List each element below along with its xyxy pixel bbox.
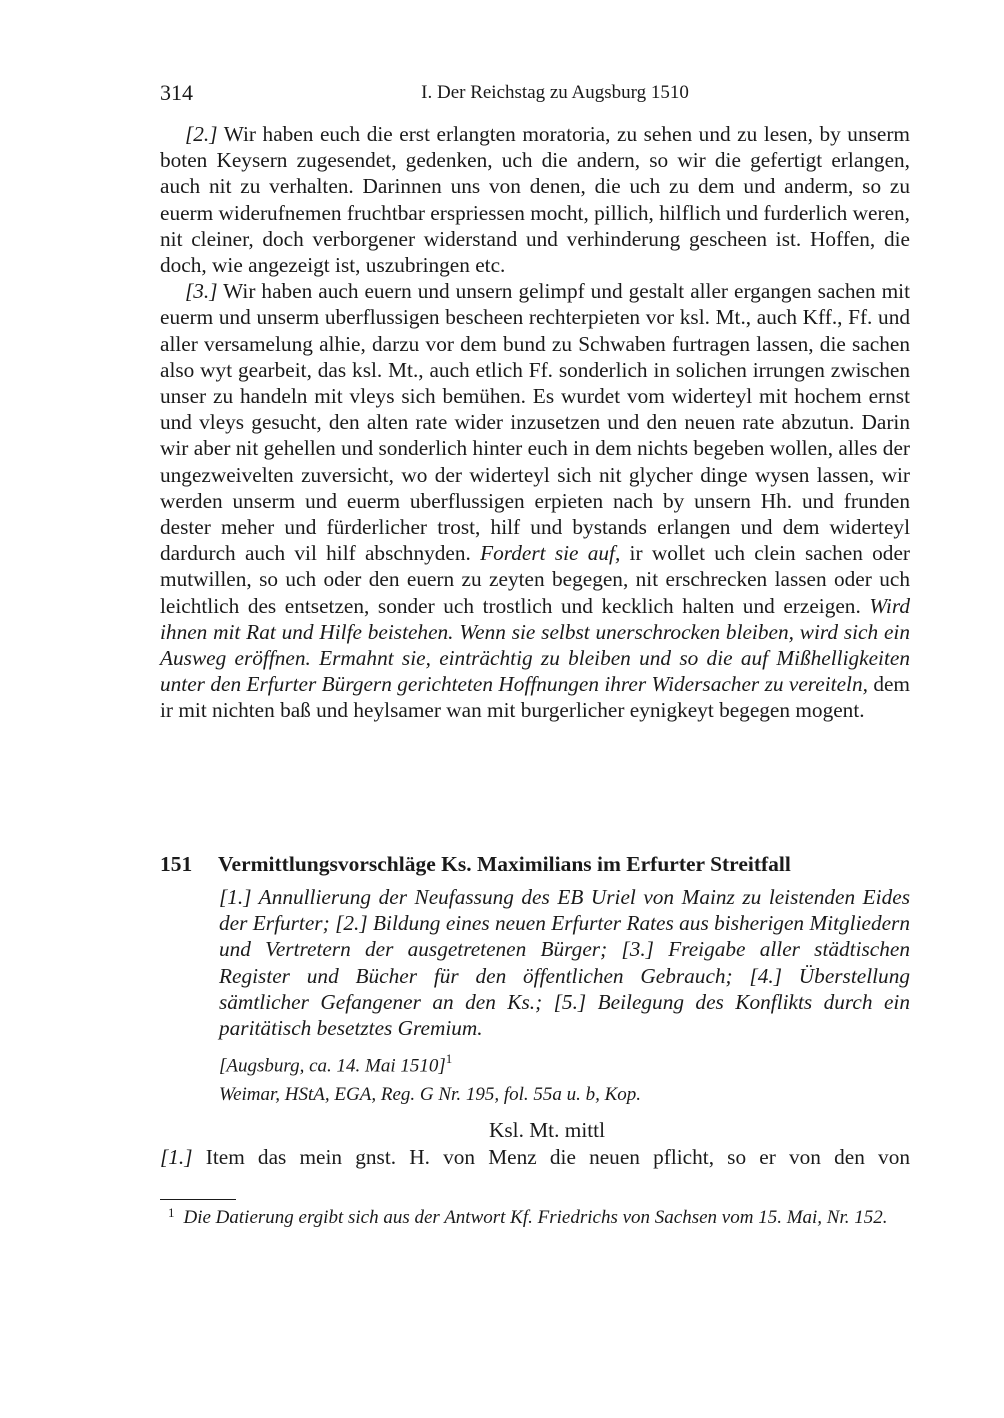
document-source: Weimar, HStA, EGA, Reg. G Nr. 195, fol. 55a u. b, Kop. [219,1084,642,1105]
footnote-rule [160,1199,236,1200]
document-heading [160,850,910,878]
footnote [160,1206,910,1231]
regest-text: Fordert sie auf, [480,541,621,566]
regest-text: Wird ihnen mit Rat und Hilfe beistehen. Wenn sie selbst unerschrocken bleiben, wird sich ein Ausweg eröffnen. Ermahnt sie, einträchtig zu bleiben und so die auf Mißhelligkeiten unter den Erfurter Bürgern gerichteten Hoffnungen ihrer Widersacher zu vereiteln, [160,593,910,697]
footnote-mark: 1 [168,1205,175,1220]
paragraph-2 [160,121,910,278]
document-date [219,1048,910,1078]
document-caption: Ksl. Mt. mittl [489,1118,605,1142]
paragraph-number: [3.] [185,279,218,304]
paragraph-text: Wir haben euch die erst erlangten moratoria, zu sehen und zu lesen, by unserm boten Keysern zugesendet, gedenken, uch die andern, so wir die gefertigt erlangen, auch nit zu verhalten. Darinnen uns von denen, die uch zu dem und anderm, so zu euerm widerufnemen fruchtbar erspriessen mocht, pillich, hilflich und furderlich weren, nit cleiner, doch verborgener widerstand und verhinderung gescheen ist. Hoffen, die doch, wie angezeigt ist, uszubringen etc. [160,122,910,278]
document-summary: [1.] Annullierung der Neufassung des EB Uriel von Mainz zu leistenden Eides der Erfurter; [2.] Bildung eines neuen Erfurter Rates aus bisherigen Mitgliedern und Vertretern der ausgetretenen Bürger; [3.] Freigabe aller städtischen Register und Bücher für den öffentlichen Gebrauch; [4.] Überstellung sämtlicher Gefangener an den Ks.; [5.] Beilegung des Konflikts durch ein paritätisch besetztes Gremium. [219,885,910,1041]
paragraph-3 [160,278,910,723]
running-title: I. Der Reichstag zu Augsburg 1510 [421,82,689,103]
document-first-line [160,1144,910,1170]
document-title: Vermittlungsvorschläge Ks. Maximilians im Erfurter Streitfall [218,852,791,876]
footnote-text: Die Datierung ergibt sich aus der Antwort Kf. Friedrichs von Sachsen vom 15. Mai, Nr. 152. [183,1207,888,1228]
date-text: [Augsburg, ca. 14. Mai 1510] [219,1055,446,1077]
paragraph-text: dem ir mit nichten baß und heylsamer wan mit burgerlicher eynigkeyt begegen mogent. [160,672,910,723]
running-head [160,80,910,108]
footnote-reference: 1 [445,1051,453,1066]
page-number: 314 [160,80,193,105]
paragraph-text: Wir haben auch euern und unsern gelimpf und gestalt aller ergangen sachen mit euerm und unserm uberflussigen bescheen rechterpieten vor ksl. Mt., auch Kff., Ff. und aller versamelung alhie, darzu vor dem bund zu Schwaben furtragen lassen, die sachen also wyt gearbeit, das ksl. Mt., auch etlich Ff. sonderlich in solichen irrungen zwischen unser zu handeln mit vleys sich bemühen. Es wurdet vom widerteyl mit hochem ernst und vleys gesucht, den alten rate wider inzusetzen und den neuen rate abzutun. Darin wir aber nit gehellen und sonderlich hinter euch in dem nichts begeben wollen, alles der ungezweivelten zuversicht, wo der widerteyl sich nit glycher dinge wysen lassen, wir werden unserm und euerm uberflussigen erpieten nach by unsern Hh. und frunden dester meher und fürderlicher trost, hilf und bystands erlangen und dem widerteyl dardurch auch vil hilf abschnyden. [160,279,910,566]
document-number: 151 [160,852,193,876]
paragraph-number: [2.] [185,122,218,146]
paragraph-text: ir wollet uch clein sachen oder mutwillen, so uch oder den euern zu zeyten begegen, nit erschrecken lassen oder uch leichtlich des entsetzen, sonder uch trostlich und kecklich halten und erzeigen. [160,541,910,618]
paragraph-number: [1.] [160,1145,193,1169]
paragraph-text: Item das mein gnst. H. von Menz die neuen pflicht, so er von den von [205,1145,910,1169]
letter-body [160,121,910,724]
